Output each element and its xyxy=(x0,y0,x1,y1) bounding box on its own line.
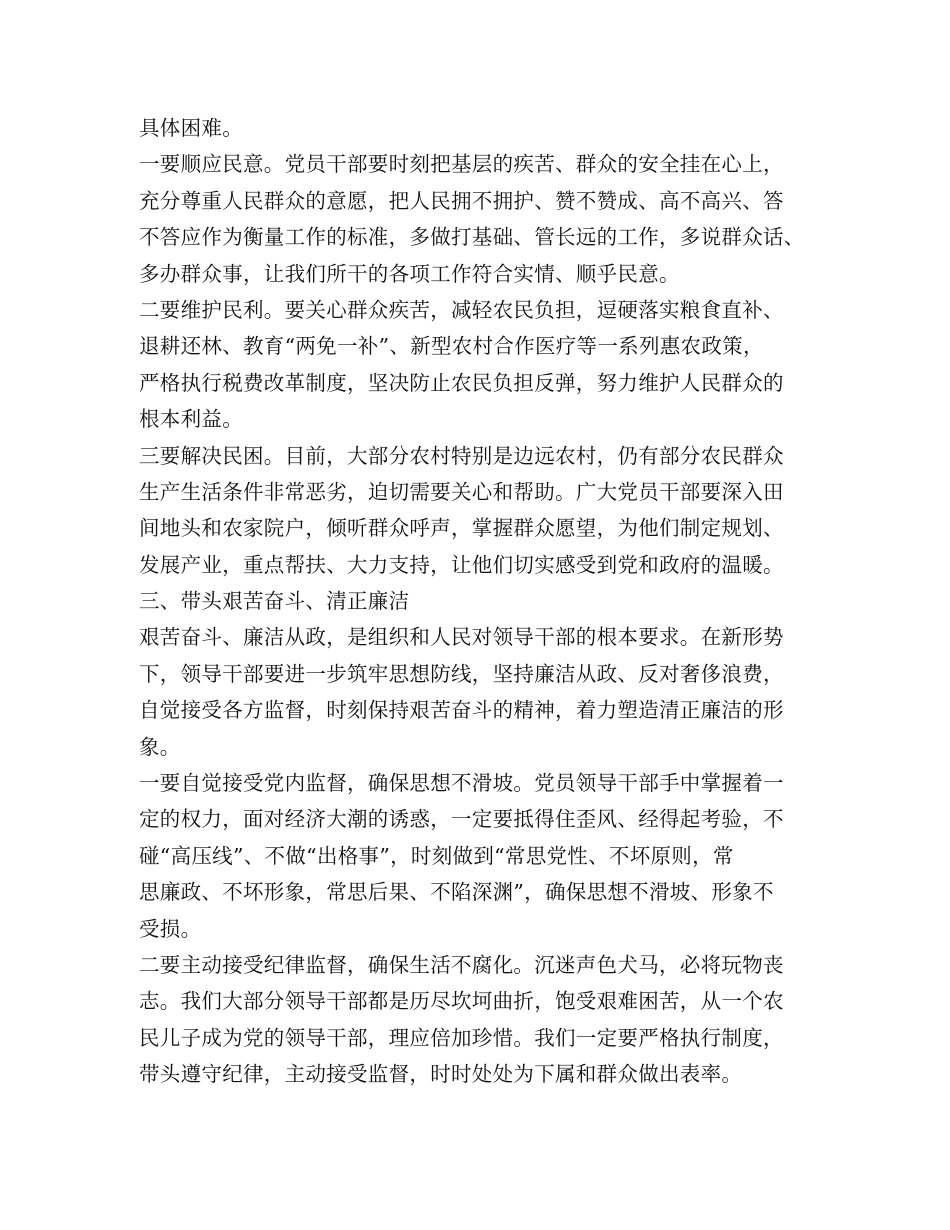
text-line: 充分尊重人民群众的意愿，把人民拥不拥护、赞不赞成、高不高兴、答 xyxy=(139,188,784,213)
document-body xyxy=(139,110,829,1093)
text-line: 根本利益。 xyxy=(139,407,243,432)
text-line: 生产生活条件非常恶劣，迫切需要关心和帮助。广大党员干部要深入田 xyxy=(139,479,784,504)
text-line: 不答应作为衡量工作的标准，多做打基础、管长远的工作，多说群众话、 xyxy=(139,225,805,250)
text-line: 一要顺应民意。党员干部要时刻把基层的疾苦、群众的安全挂在心上， xyxy=(139,152,784,177)
text-line: 志。我们大部分领导干部都是历尽坎坷曲折，饱受艰难困苦，从一个农 xyxy=(139,989,784,1014)
text-line: 带头遵守纪律，主动接受监督，时时处处为下属和群众做出表率。 xyxy=(139,1062,743,1087)
text-line: 民儿子成为党的领导干部，理应倍加珍惜。我们一定要严格执行制度， xyxy=(139,1025,784,1050)
text-line: 间地头和农家院户，倾听群众呼声，掌握群众愿望，为他们制定规划、 xyxy=(139,516,784,541)
section-heading: 三、带头艰苦奋斗、清正廉洁 xyxy=(139,589,410,614)
text-line: 艰苦奋斗、廉洁从政，是组织和人民对领导干部的根本要求。在新形势 xyxy=(139,625,784,650)
text-line: 具体困难。 xyxy=(139,116,243,140)
text-line: 下，领导干部要进一步筑牢思想防线，坚持廉洁从政、反对奢侈浪费， xyxy=(139,661,784,686)
text-line: 一要自觉接受党内监督，确保思想不滑坡。党员领导干部手中掌握着一 xyxy=(139,771,784,796)
text-line: 三要解决民困。目前，大部分农村特别是边远农村，仍有部分农民群众 xyxy=(139,443,784,468)
text-line: 思廉政、不坏形象，常思后果、不陷深渊”，确保思想不滑坡、形象不 xyxy=(139,880,774,905)
text-line: 发展产业，重点帮扶、大力支持，让他们切实感受到党和政府的温暖。 xyxy=(139,552,784,577)
text-line: 多办群众事，让我们所干的各项工作符合实情、顺乎民意。 xyxy=(139,261,680,286)
text-line: 严格执行税费改革制度，坚决防止农民负担反弹，努力维护人民群众的 xyxy=(139,370,784,395)
text-line: 定的权力，面对经济大潮的诱惑，一定要抵得住歪风、经得起考验，不 xyxy=(139,807,784,832)
text-line: 退耕还林、教育“两免一补”、新型农村合作医疗等一系列惠农政策， xyxy=(139,334,764,359)
text-line: 二要维护民利。要关心群众疾苦，减轻农民负担，逗硬落实粮食直补、 xyxy=(139,297,784,322)
text-line: 碰“高压线”、不做“出格事”，时刻做到“常思党性、不坏原则，常 xyxy=(139,843,734,868)
text-line: 自觉接受各方监督，时刻保持艰苦奋斗的精神，着力塑造清正廉洁的形 xyxy=(139,698,784,723)
text-line: 受损。 xyxy=(139,916,202,941)
text-line: 象。 xyxy=(139,734,181,759)
text-line: 二要主动接受纪律监督，确保生活不腐化。沉迷声色犬马，必将玩物丧 xyxy=(139,952,784,977)
